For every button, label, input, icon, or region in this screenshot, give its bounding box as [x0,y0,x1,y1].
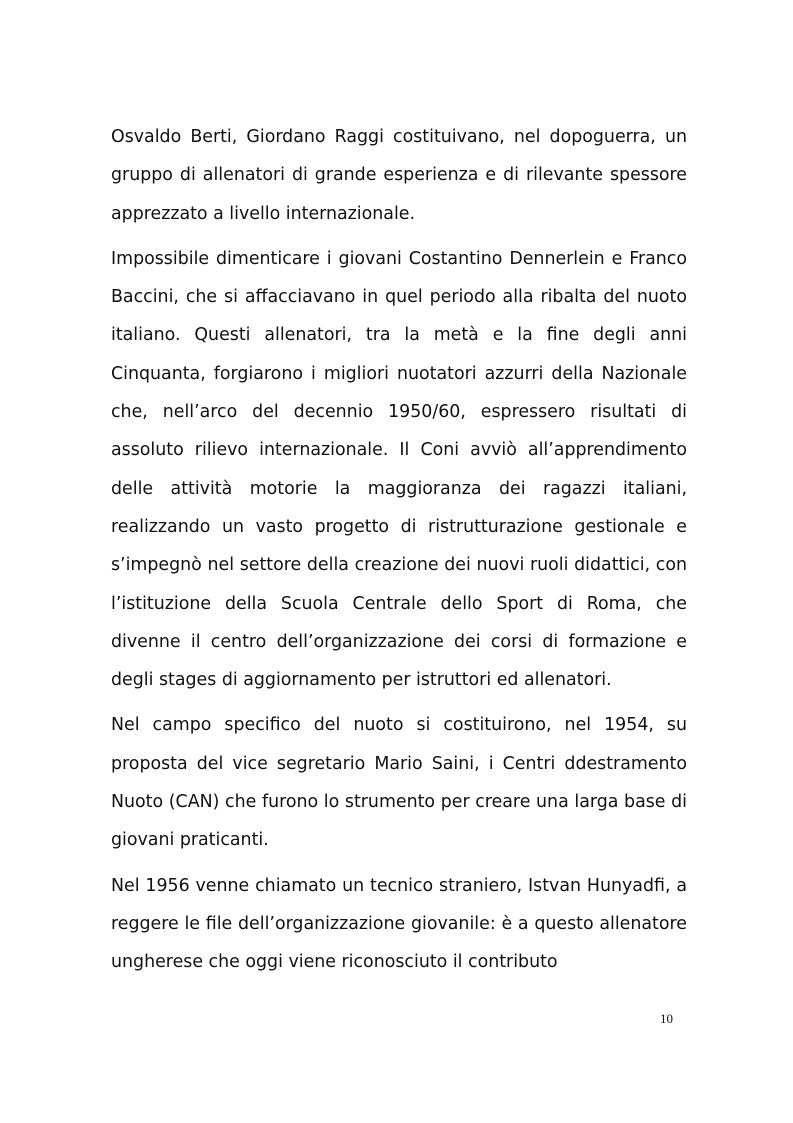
paragraph-2: Impossibile dimenticare i giovani Costantino Dennerlein e Franco Baccini, che si affacciavano in quel periodo alla ribalta del nuoto italiano. Questi allenatori, tra la metà e la fine degli anni Cinquanta, forgiarono i migliori nuotatori azzurri della Nazionale che, nell’arco del decennio 1950/60, espressero risultati di assoluto rilievo internazionale. Il Coni avviò all’apprendimento delle attività motorie la maggioranza dei ragazzi italiani, realizzando un vasto progetto di ristrutturazione gestionale e s’impegnò nel settore della creazione dei nuovi ruoli didattici, con l’istituzione della Scuola Centrale dello Sport di Roma, che divenne il centro dell’organizzazione dei corsi di formazione e degli stages di aggiornamento per istruttori ed allenatori. [111,248,687,691]
paragraph-1: Osvaldo Berti, Giordano Raggi costituivano, nel dopoguerra, un gruppo di allenatori di grande esperienza e di rilevante spessore apprezzato a livello internazionale. [111,127,687,224]
page-number: 10 [660,1011,673,1026]
body-text [111,118,687,989]
paragraph-3: Nel campo specifico del nuoto si costituirono, nel 1954, su proposta del vice segretario Mario Saini, i Centri ddestramento Nuoto (CAN) che furono lo strumento per creare una larga base di giovani praticanti. [111,715,687,851]
paragraph-4: Nel 1956 venne chiamato un tecnico straniero, Istvan Hunyadfi, a reggere le file dell’organizzazione giovanile: è a questo allenatore ungherese che oggi viene riconosciuto il contributo [111,875,687,973]
